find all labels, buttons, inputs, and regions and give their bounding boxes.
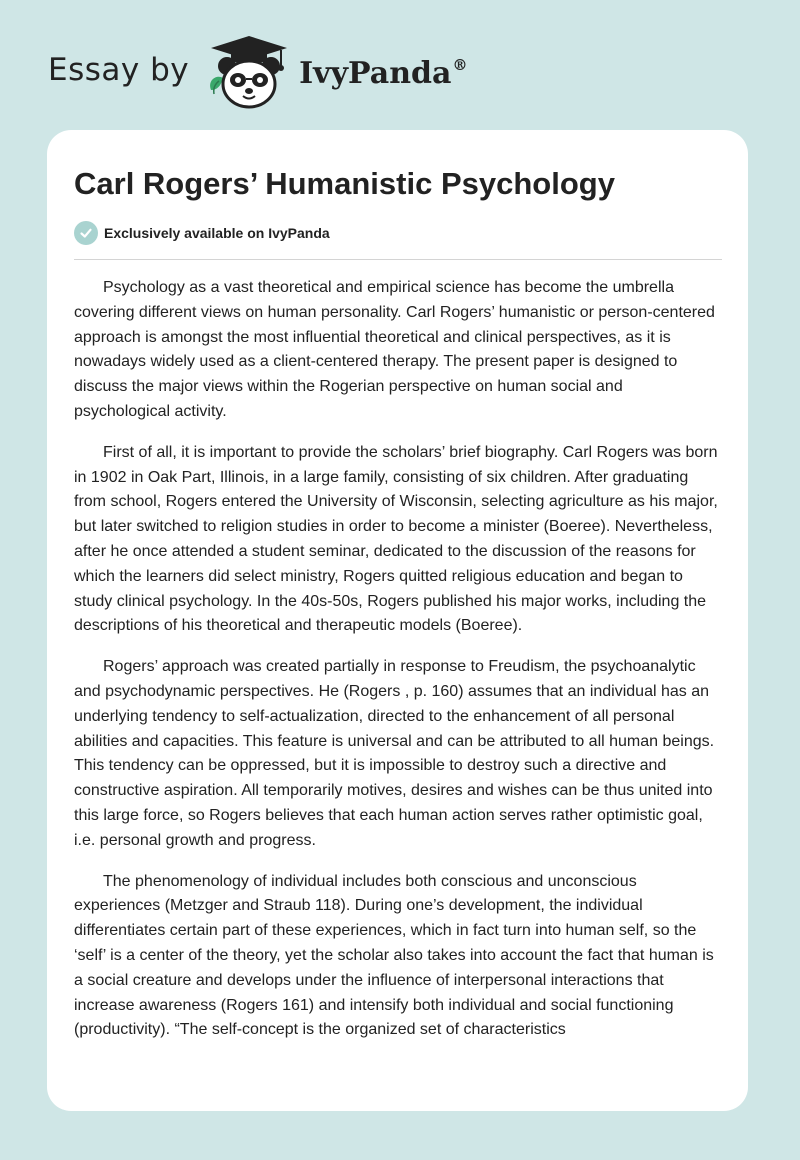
check-icon — [74, 221, 98, 245]
essay-card — [47, 130, 748, 1111]
paragraph: First of all, it is important to provide the scholars’ brief biography. Carl Rogers was born in 1902 in Oak Part, Illinois, in a large family, consisting of six children. After graduating from school, Rogers entered the University of Wisconsin, selecting agriculture as his major, but later switched to religion studies in order to become a minister (Boeree). Nevertheless, after he once attended a student seminar, dedicated to the discussion of the reasons for which the learners did select ministry, Rogers quitted religious education and began to study clinical psychology. In the 40s-50s, Rogers published his major works, including the descriptions of his theoretical and therapeutic models (Boeree). — [74, 443, 718, 635]
brand-name: IvyPanda® — [299, 55, 468, 91]
badge-text: Exclusively available on IvyPanda — [104, 225, 330, 241]
brand-header — [48, 34, 467, 110]
essay-body — [74, 276, 722, 1043]
paragraph: The phenomenology of individual includes both conscious and unconscious experiences (Metzger and Straub 118). During one’s development, the individual differentiates certain part of these experiences, which in fact turn into human self, so the ‘self’ is a center of the theory, yet the scholar also takes into account the fact that human is a social creature and develops under the influence of interpersonal interactions that increase awareness (Rogers 161) and intensify both individual and social functioning (productivity). “The self-concept is the organized set of characteristics — [74, 872, 714, 1039]
paragraph: Psychology as a vast theoretical and empirical science has become the umbrella covering different views on human personality. Carl Rogers’ humanistic or person-centered approach is amongst the most influential theoretical and clinical perspectives, as it is nowadays widely used as a client-centered therapy. The present paper is designed to discuss the major views within the Rogerian perspective on human social and psychological activity. — [74, 279, 715, 420]
page-title: Carl Rogers’ Humanistic Psychology — [74, 166, 615, 201]
brand-prefix: Essay by — [48, 52, 190, 88]
panda-graduate-icon — [205, 34, 293, 110]
paragraph: Rogers’ approach was created partially in response to Freudism, the psychoanalytic and psychodynamic perspectives. He (Rogers , p. 160) assumes that an individual has an underlying tendency to self-actualization, directed to the enhancement of all personal abilities and capacities. This feature is universal and can be attributed to all human beings. This tendency can be oppressed, but it is impossible to destroy such a directive and constructive aspiration. All temporarily motives, desires and wishes can be thus united into this large force, so Rogers believes that each human action serves rather optimistic goal, i.e. personal growth and progress. — [74, 658, 715, 849]
registered-mark: ® — [452, 55, 468, 74]
exclusive-badge — [74, 221, 722, 260]
